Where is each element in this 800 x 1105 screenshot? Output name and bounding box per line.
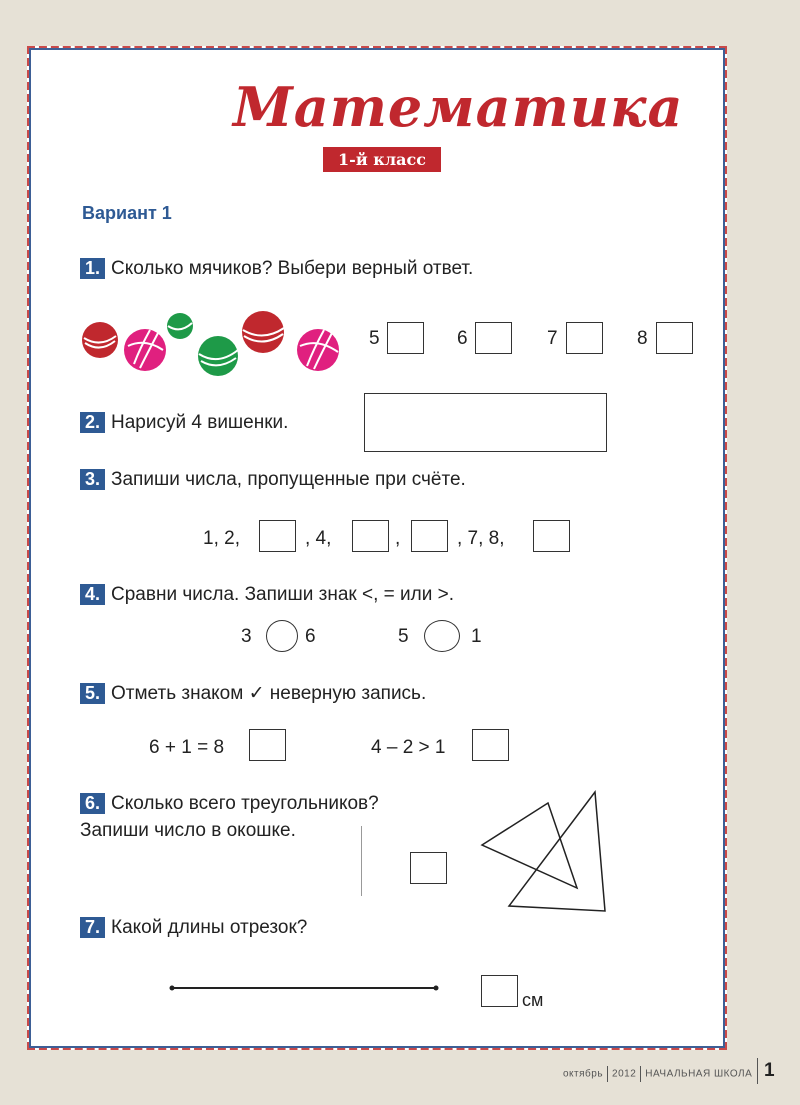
option-label: 8 <box>637 328 648 349</box>
question-number: 4. <box>80 584 105 605</box>
segment-line <box>168 982 443 994</box>
balls-illustration <box>78 308 358 383</box>
unit-label: см <box>522 990 544 1010</box>
question-text: Запиши числа, пропущенные при счёте. <box>111 469 466 490</box>
answer-checkbox-5[interactable] <box>387 322 424 354</box>
ball-red-2 <box>242 311 284 353</box>
question-number: 6. <box>80 793 105 814</box>
question-3 <box>80 469 466 491</box>
equation-text: 4 – 2 > 1 <box>371 737 446 758</box>
compare-sign-circle-1[interactable] <box>266 620 298 652</box>
answer-checkbox-6[interactable] <box>475 322 512 354</box>
question-7 <box>80 917 307 939</box>
missing-number-box-1[interactable] <box>259 520 296 552</box>
option-label: 6 <box>457 328 468 349</box>
triangle-1 <box>482 803 577 888</box>
ball-pink-2 <box>297 329 339 371</box>
question-number: 2. <box>80 412 105 433</box>
sequence-text: , 7, 8, <box>457 528 505 549</box>
triangle-count-box[interactable] <box>410 852 447 884</box>
compare-sign-circle-2[interactable] <box>424 620 460 652</box>
question-text: Сколько мячиков? Выбери верный ответ. <box>111 258 474 279</box>
footer-divider <box>757 1058 758 1084</box>
question-2 <box>80 412 288 434</box>
answer-checkbox-8[interactable] <box>656 322 693 354</box>
ball-green-2 <box>198 336 238 376</box>
option-label: 7 <box>547 328 558 349</box>
page-title: Математика <box>233 75 684 139</box>
missing-number-box-3[interactable] <box>411 520 448 552</box>
drawing-area[interactable] <box>364 393 607 452</box>
question-text: Отметь знаком ✓ неверную запись. <box>111 683 427 704</box>
check-box-1[interactable] <box>249 729 286 761</box>
question-number: 3. <box>80 469 105 490</box>
footer <box>563 1066 752 1082</box>
sequence-text: 1, 2, <box>203 528 240 549</box>
equation-text: 6 + 1 = 8 <box>149 737 225 758</box>
footer-month: октябрь <box>563 1068 604 1080</box>
ball-pink-1 <box>124 329 166 371</box>
compare-number: 6 <box>305 626 316 647</box>
missing-number-box-4[interactable] <box>533 520 570 552</box>
option-label: 5 <box>369 328 380 349</box>
question-1 <box>80 258 473 280</box>
check-box-2[interactable] <box>472 729 509 761</box>
triangles-figure <box>478 788 613 913</box>
page-number: 1 <box>764 1060 775 1081</box>
sequence-text: , <box>395 528 401 549</box>
ball-green-1 <box>167 313 193 339</box>
answer-checkbox-7[interactable] <box>566 322 603 354</box>
length-answer-box[interactable] <box>481 975 518 1007</box>
sequence-text: , 4, <box>305 528 332 549</box>
question-4 <box>80 584 454 606</box>
question-text: Сколько всего треугольников? <box>111 793 379 814</box>
question-text: Сравни числа. Запиши знак <, = или >. <box>111 584 455 605</box>
ball-red-1 <box>82 322 118 358</box>
compare-number: 5 <box>398 626 409 647</box>
compare-number: 3 <box>241 626 252 647</box>
footer-year: 2012 <box>612 1068 637 1080</box>
triangle-2 <box>509 792 605 911</box>
missing-number-box-2[interactable] <box>352 520 389 552</box>
question-number: 1. <box>80 258 105 279</box>
compare-number: 1 <box>471 626 482 647</box>
variant-heading: Вариант 1 <box>82 203 172 223</box>
footer-journal: НАЧАЛЬНАЯ ШКОЛА <box>645 1068 753 1080</box>
question-6 <box>80 793 379 815</box>
question-number: 7. <box>80 917 105 938</box>
question-number: 5. <box>80 683 105 704</box>
question-text: Какой длины отрезок? <box>111 917 308 938</box>
grade-badge: 1-й класс <box>323 147 441 172</box>
question-6-line-2: Запиши число в окошке. <box>80 820 296 841</box>
divider <box>361 826 362 896</box>
question-text: Нарисуй 4 вишенки. <box>111 412 289 433</box>
question-5 <box>80 682 426 705</box>
